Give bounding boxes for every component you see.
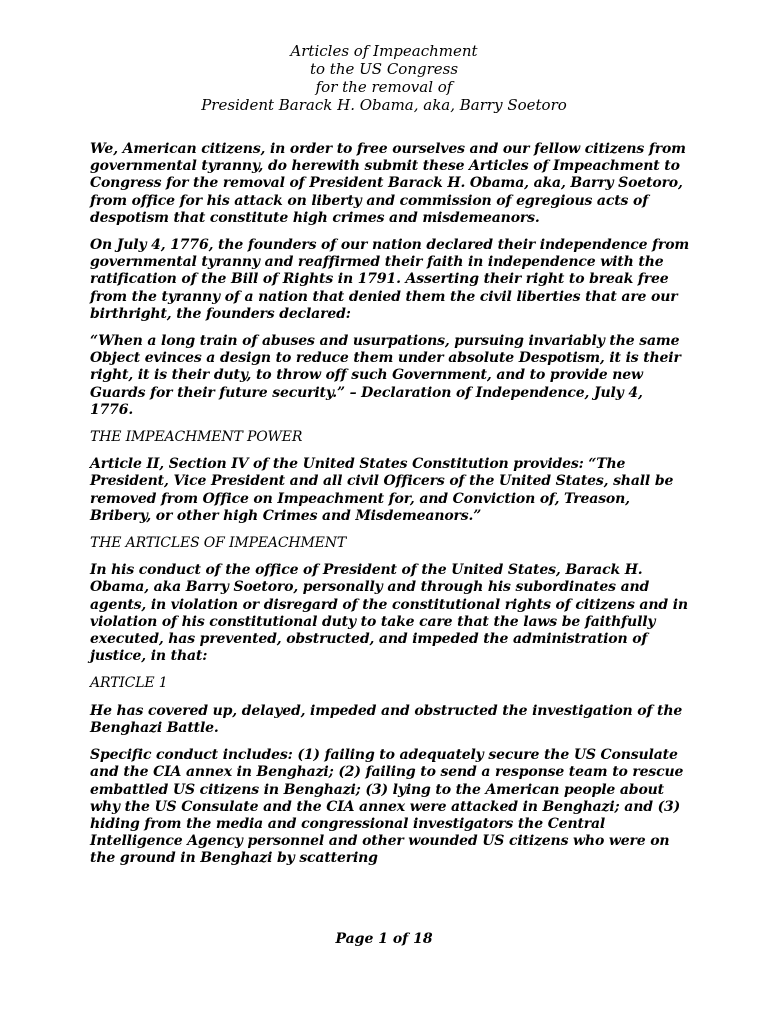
intro-paragraph: We, American citizens, in order to free ourselves and our fellow citizens from governmental tyranny, do herewith submit these Articles of Impeachment to Congress for the removal of President Barack H. Obama, aka, Barry Soetoro, from office for his attack on liberty and commission of egregious acts of despotism that constitute high crimes and misdemeanors. — [90, 141, 686, 226]
declaration-quote: “When a long train of abuses and usurpations, pursuing invariably the same Object evinces a design to reduce them under absolute Despotism, it is their right, it is their duty, to throw off such Government, and to provide new Guards for their future security.” – Declaration of Independence, July 4, 1776. — [90, 333, 681, 418]
specific-conduct-paragraph: Specific conduct includes: (1) failing to adequately secure the US Consulate and the CIA annex in Benghazi; (2) failing to send a response team to rescue embattled US citizens in Benghazi; (3) lying to the American people about why the US Consulate and the CIA annex were attacked in Benghazi; and (3) hiding from the media and congressional investigators the Central Intelligence Agency personnel and other wounded US citizens who were on the ground in Benghazi by scattering — [90, 747, 684, 867]
title-line-2: to the US Congress — [309, 60, 459, 78]
document-body — [90, 141, 690, 878]
title-line-4: President Barack H. Obama, aka, Barry Soetoro — [201, 96, 567, 114]
articles-heading: THE ARTICLES OF IMPEACHMENT — [90, 535, 347, 552]
impeachment-power-heading: THE IMPEACHMENT POWER — [90, 429, 303, 446]
article-1-heading: ARTICLE 1 — [90, 675, 168, 692]
article-1-summary: He has covered up, delayed, impeded and obstructed the investigation of the Benghazi Battle. — [90, 702, 683, 736]
founders-paragraph: On July 4, 1776, the founders of our nation declared their independence from governmental tyranny and reaffirmed their faith in independence with the ratification of the Bill of Rights in 1791. Asserting their right to break free from the tyranny of a nation that denied them the civil liberties that are our birthright, the founders declared: — [90, 237, 690, 322]
title-line-1: Articles of Impeachment — [290, 42, 478, 60]
document-title — [0, 42, 768, 114]
conduct-paragraph: In his conduct of the office of President of the United States, Barack H. Obama, aka Barry Soetoro, personally and through his subordinates and agents, in violation or disregard of the constitutional rights of citizens and in violation of his constitutional duty to take care that the laws be faithfully executed, has prevented, obstructed, and impeded the administration of justice, in that: — [90, 562, 688, 665]
title-line-3: for the removal of — [315, 78, 453, 96]
page-number: Page 1 of 18 — [335, 931, 433, 947]
article-ii-paragraph: Article II, Section IV of the United States Constitution provides: “The President, Vice President and all civil Officers of the United States, shall be removed from Office on Impeachment for, and Conviction of, Treason, Bribery, or other high Crimes and Misdemeanors.” — [90, 456, 674, 524]
